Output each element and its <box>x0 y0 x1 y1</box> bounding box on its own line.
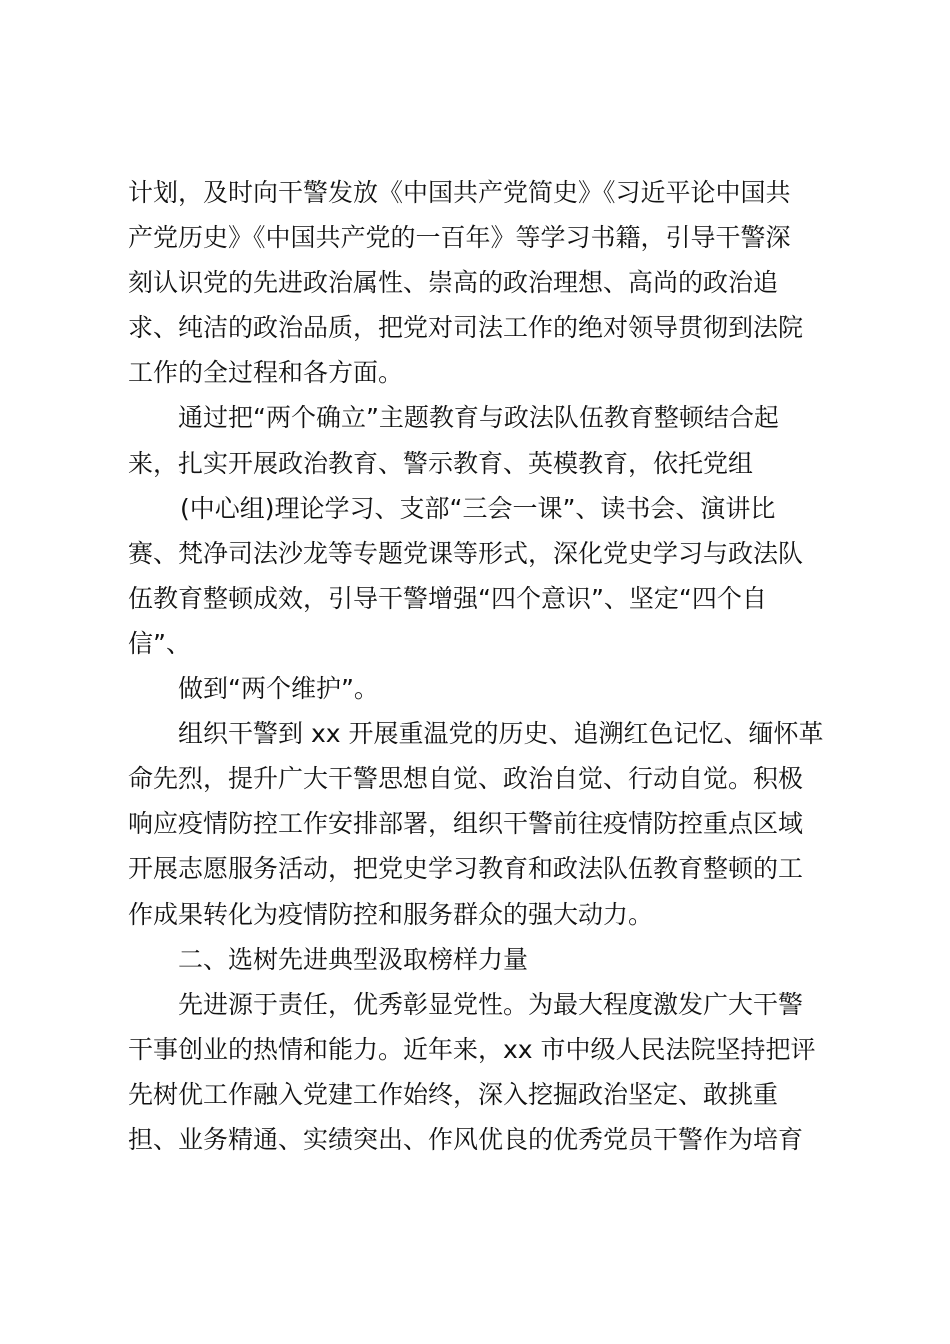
body-line: 命先烈，提升广大干警思想自觉、政治自觉、行动自觉。积极 <box>128 764 804 794</box>
paragraph-first-line: 通过把“两个确立”主题教育与政法队伍教育整顿结合起 <box>178 403 779 433</box>
body-line: 作成果转化为疫情防控和服务群众的强大动力。 <box>128 899 654 929</box>
body-line: 计划，及时向干警发放《中国共产党简史》《习近平论中国共 <box>128 178 791 207</box>
body-line: 先树优工作融入党建工作始终，深入挖掘政治坚定、敢挑重 <box>128 1079 779 1109</box>
paragraph-first-line: 先进源于责任，优秀彰显党性。为最大程度激发广大干警 <box>178 989 804 1019</box>
body-line: 产党历史》《中国共产党的一百年》等学习书籍，引导干警深 <box>128 223 791 253</box>
body-line: (中心组)理论学习、支部“三会一课”、读书会、演讲比 <box>180 493 776 523</box>
paragraph-first-line: 组织干警到 xx 开展重温党的历史、追溯红色记忆、缅怀革 <box>178 719 824 749</box>
body-line: 赛、梵净司法沙龙等专题党课等形式，深化党史学习与政法队 <box>128 538 804 568</box>
body-line: 开展志愿服务活动，把党史学习教育和政法队伍教育整顿的工 <box>128 854 804 884</box>
paragraph-first-line: 做到“两个维护”。 <box>178 674 379 704</box>
body-line: 伍教育整顿成效，引导干警增强“四个意识”、坚定“四个自 <box>128 583 767 613</box>
body-line: 担、业务精通、实绩突出、作风优良的优秀党员干警作为培育 <box>128 1124 804 1154</box>
body-line: 信”、 <box>128 628 191 658</box>
body-line: 来，扎实开展政治教育、警示教育、英模教育，依托党组 <box>128 448 754 478</box>
body-line: 响应疫情防控工作安排部署，组织干警前往疫情防控重点区域 <box>128 809 804 839</box>
body-line: 工作的全过程和各方面。 <box>128 358 404 388</box>
body-line: 刻认识党的先进政治属性、崇高的政治理想、高尚的政治追 <box>128 268 779 298</box>
body-line: 干事创业的热情和能力。近年来，xx 市中级人民法院坚持把评 <box>128 1034 816 1064</box>
document-body <box>128 170 848 1162</box>
section-heading: 二、选树先进典型汲取榜样力量 <box>178 944 529 974</box>
body-line: 求、纯洁的政治品质，把党对司法工作的绝对领导贯彻到法院 <box>128 313 804 343</box>
